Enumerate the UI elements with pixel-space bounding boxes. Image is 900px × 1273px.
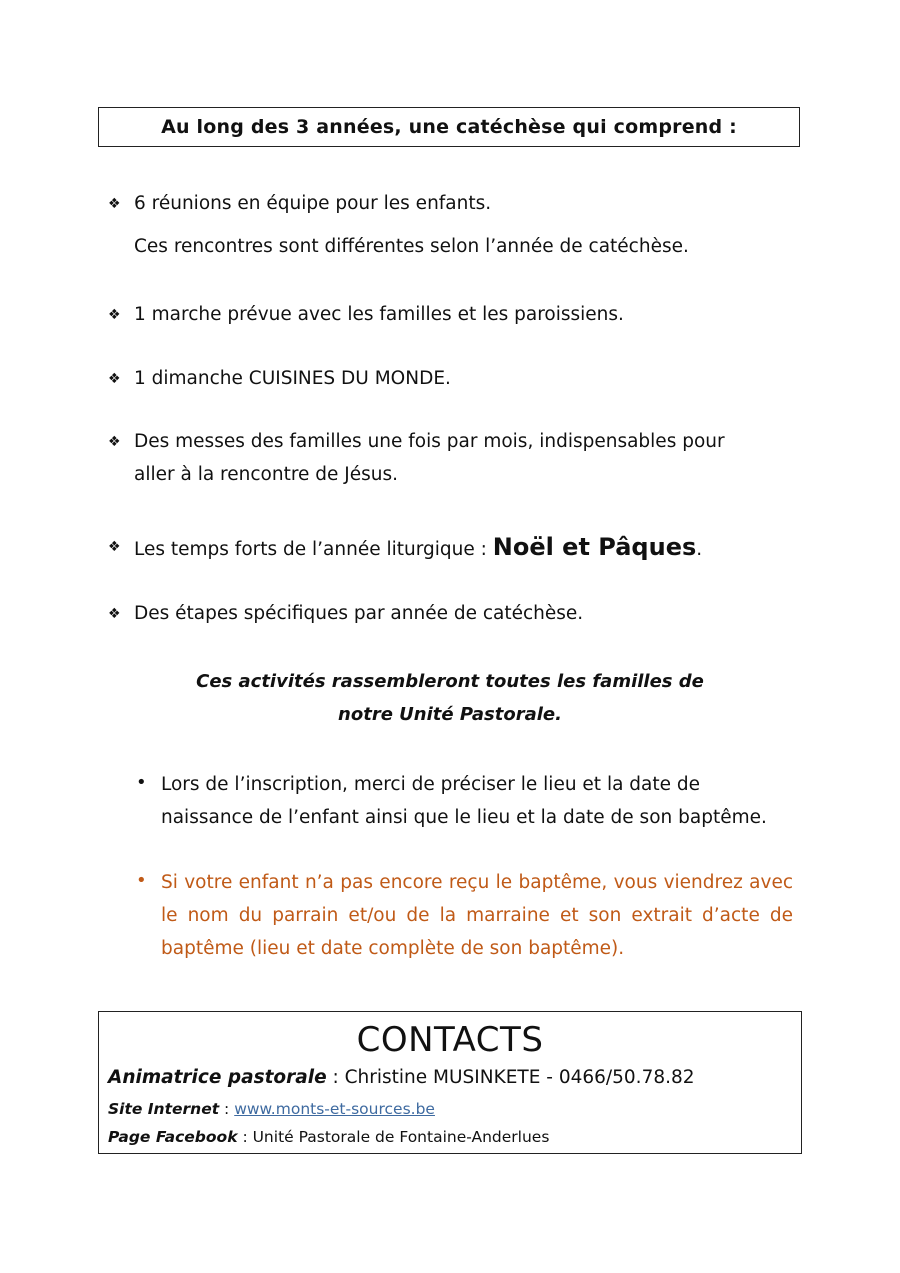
contacts-box <box>98 1011 802 1154</box>
item-text: 1 marche prévue avec les familles et les paroissiens. <box>134 304 624 325</box>
item-suffix: . <box>696 539 703 560</box>
item-text <box>134 530 702 567</box>
site-line <box>108 1100 435 1118</box>
activities-note <box>150 665 750 731</box>
item-emphasis: Noël et Pâques <box>492 533 697 561</box>
site-separator: : <box>219 1100 235 1118</box>
contacts-title: CONTACTS <box>356 1020 544 1060</box>
item-text: 6 réunions en équipe pour les enfants. <box>134 193 492 214</box>
facebook-label: Page Facebook <box>108 1128 238 1146</box>
diamond-bullet-icon: ❖ <box>108 606 121 622</box>
item-text <box>134 362 451 396</box>
item-emphasis: CUISINES DU MONDE <box>248 368 446 389</box>
item-prefix: Les temps forts de l’année liturgique : <box>134 539 493 560</box>
item-subtext: Ces rencontres sont différentes selon l’année de catéchèse. <box>134 236 689 257</box>
animatrice-label: Animatrice pastorale <box>108 1067 327 1088</box>
diamond-bullet-icon: ❖ <box>108 196 121 212</box>
diamond-bullet-icon: ❖ <box>108 434 121 450</box>
site-link[interactable]: www.monts-et-sources.be <box>234 1100 435 1118</box>
diamond-bullet-icon: ❖ <box>108 539 121 555</box>
dot-bullet-icon: • <box>136 772 147 793</box>
item-text: Des messes des familles une fois par mois, indispensables pour <box>134 431 725 452</box>
facebook-line <box>108 1128 549 1146</box>
facebook-value: : Unité Pastorale de Fontaine-Anderlues <box>237 1128 550 1146</box>
item-suffix: . <box>445 368 451 389</box>
diamond-bullet-icon: ❖ <box>108 307 121 323</box>
site-label: Site Internet <box>108 1100 220 1118</box>
note-line: notre Unité Pastorale. <box>338 704 562 725</box>
page-title: Au long des 3 années, une catéchèse qui comprend : <box>98 107 800 147</box>
animatrice-line <box>108 1067 695 1088</box>
dot-bullet-icon: • <box>136 870 147 891</box>
note-line: Ces activités rassembleront toutes les familles de <box>196 671 704 692</box>
item-text-continued: aller à la rencontre de Jésus. <box>134 464 399 485</box>
item-text: Des étapes spécifiques par année de catéchèse. <box>134 603 584 624</box>
registration-info: Lors de l’inscription, merci de préciser le lieu et la date de naissance de l’enfant ainsi que le lieu et la date de son baptême. <box>161 774 767 828</box>
animatrice-value: : Christine MUSINKETE - 0466/50.78.82 <box>326 1067 695 1088</box>
item-prefix: 1 dimanche <box>134 368 249 389</box>
diamond-bullet-icon: ❖ <box>108 371 121 387</box>
baptism-info: Si votre enfant n’a pas encore reçu le baptême, vous viendrez avec le nom du parrain et/ou de la marraine et son extrait d’acte de baptême (lieu et date complète de son baptême). <box>161 872 793 959</box>
